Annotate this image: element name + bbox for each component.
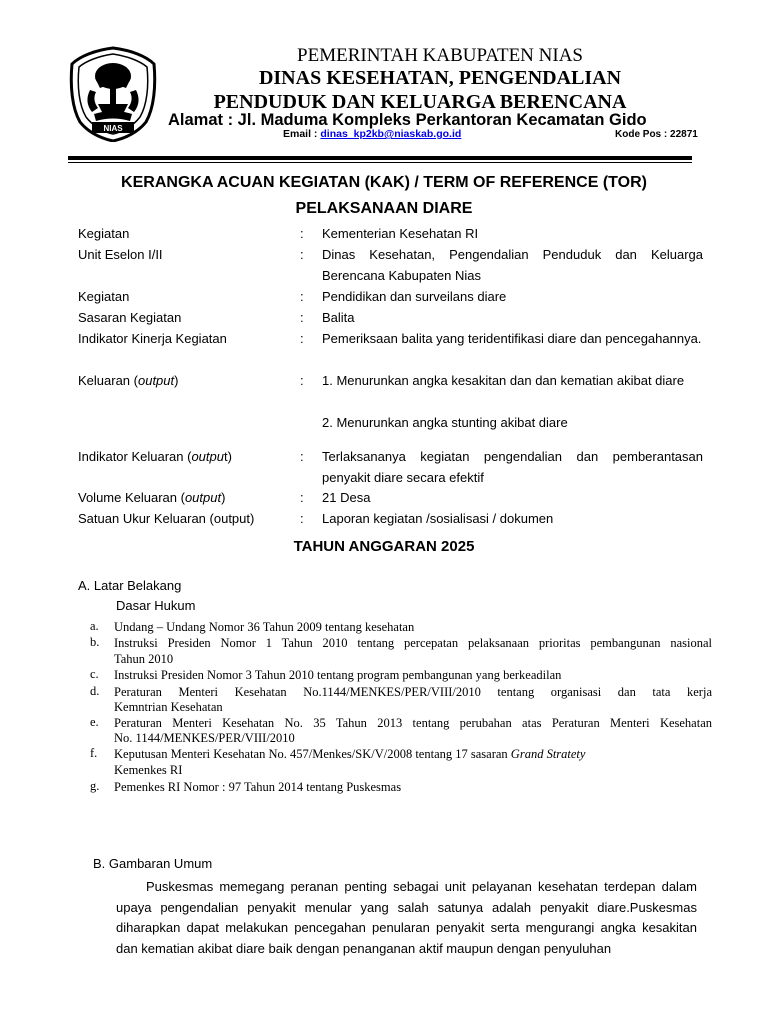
- info-colon: :: [300, 226, 304, 241]
- output-item: 1. Menurunkan angka kesakitan dan dan kematian akibat diare: [322, 373, 685, 388]
- document-subtitle: PELAKSANAAN DIARE: [295, 200, 473, 217]
- info-label: Indikator Keluaran (output): [78, 449, 232, 464]
- section-b-heading: B. Gambaran Umum: [93, 856, 213, 871]
- section-b-paragraph: Puskesmas memegang peranan penting sebagai unit pelayanan kesehatan terdepan dalam upaya pengendalian penyakit menular yang salah satunya adalah penyakit diare.Puskesmas diharapkan dapat melakukan pencegahan penularan penyakit serta mengurangi angka kesakitan dan kematian akibat diare baik dengan penanganan aktif maupun dengan penyuluhan: [116, 879, 697, 956]
- info-label: Kegiatan: [78, 226, 130, 241]
- info-value: Pemeriksaan balita yang teridentifikasi diare dan pencegahannya.: [322, 331, 702, 346]
- letterhead-rule-thick: [68, 156, 692, 160]
- info-value: Terlaksananya kegiatan pengendalian dan pemberantasan penyakit diare secara efektif: [322, 449, 703, 485]
- info-colon: :: [300, 331, 304, 346]
- section-a-heading: A. Latar Belakang: [78, 578, 182, 593]
- info-colon: :: [300, 310, 304, 325]
- nias-regency-logo: [68, 46, 158, 142]
- info-label: Unit Eselon I/II: [78, 247, 163, 262]
- email-link[interactable]: dinas_kp2kb@niaskab.go.id: [320, 128, 462, 140]
- email-label: Email :: [283, 128, 321, 140]
- budget-year-heading: TAHUN ANGGARAN 2025: [293, 538, 475, 555]
- info-colon: :: [300, 247, 304, 262]
- info-label: Sasaran Kegiatan: [78, 310, 182, 325]
- letterhead-rule-thin: [68, 162, 692, 163]
- document-title: KERANGKA ACUAN KEGIATAN (KAK) / TERM OF REFERENCE (TOR): [121, 174, 647, 191]
- info-value: Pendidikan dan surveilans diare: [322, 289, 507, 304]
- info-label: Keluaran (output): [78, 373, 179, 388]
- info-colon: :: [300, 449, 304, 464]
- info-value: Dinas Kesehatan, Pengendalian Penduduk dan Keluarga Berencana Kabupaten Nias: [322, 247, 703, 283]
- postal-code: Kode Pos : 22871: [615, 129, 698, 140]
- info-label: Indikator Kinerja Kegiatan: [78, 331, 227, 346]
- legal-basis-heading: Dasar Hukum: [116, 598, 196, 613]
- logo-label: NIAS: [103, 124, 123, 133]
- info-value: Laporan kegiatan /sosialisasi / dokumen: [322, 511, 554, 526]
- info-colon: :: [300, 373, 304, 388]
- agency-name-line1: DINAS KESEHATAN, PENGENDALIAN: [258, 67, 622, 89]
- info-colon: :: [300, 289, 304, 304]
- info-label: Volume Keluaran (output): [78, 490, 226, 505]
- info-colon: :: [300, 490, 304, 505]
- email-line: [283, 128, 461, 140]
- gov-name: PEMERINTAH KABUPATEN NIAS: [297, 45, 583, 66]
- agency-name-line2: PENDUDUK DAN KELUARGA BERENCANA: [213, 91, 627, 113]
- info-label: Kegiatan: [78, 289, 130, 304]
- info-colon: :: [300, 511, 304, 526]
- info-value: Balita: [322, 310, 355, 325]
- output-item: 2. Menurunkan angka stunting akibat diare: [322, 415, 568, 430]
- info-label: Satuan Ukur Keluaran (output): [78, 511, 255, 526]
- address: Alamat : Jl. Maduma Kompleks Perkantoran Kecamatan Gido: [168, 111, 647, 129]
- info-value: Kementerian Kesehatan RI: [322, 226, 479, 241]
- info-value: 21 Desa: [322, 490, 371, 505]
